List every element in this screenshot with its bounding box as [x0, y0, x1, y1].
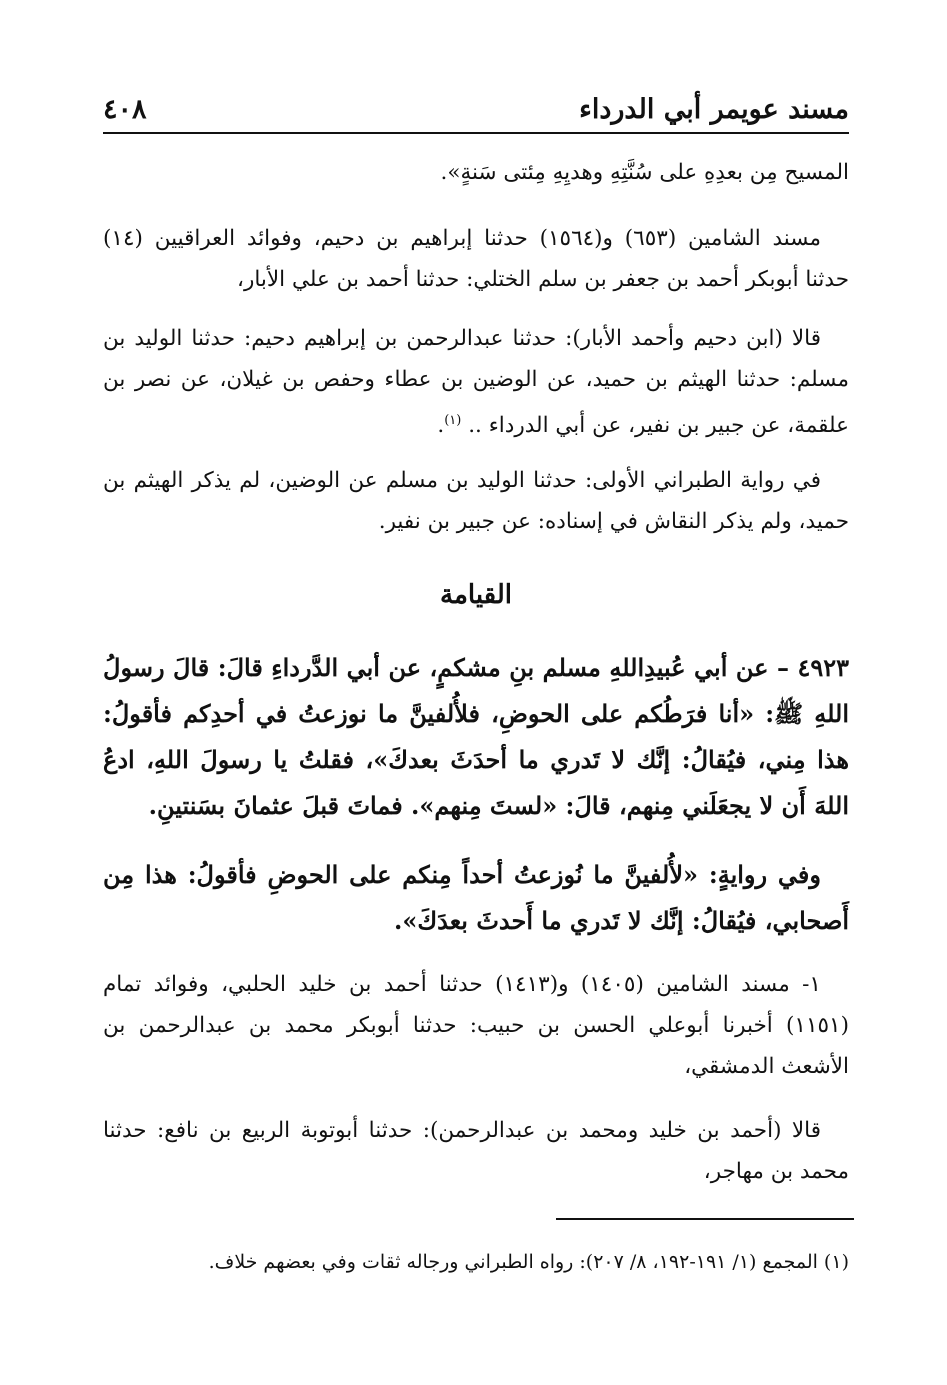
text-paragraph: مسند الشامين (٦٥٣) و(١٥٦٤) حدثنا إبراهيم بن دحيم، وفوائد العراقيين (١٤) حدثنا أبوبكر أحمد بن جعفر بن سلم الختلي: حدثنا أحمد بن علي الأبار،: [103, 226, 849, 292]
source-note: قالا (أحمد بن خليد ومحمد بن عبدالرحمن): حدثنا أبوتوبة الربيع بن نافع: حدثنا محمد بن مهاجر،: [103, 1118, 849, 1184]
hadith-variant: وفي روايةٍ: «لأُلفينَّ ما نُوزعتُ أحداً مِنكم على الحوضِ فأقولُ: هذا مِن أَصحابي، فيُقالُ: إنَّك لا تَدري ما أَحدثَ بعدَكَ».: [103, 860, 849, 935]
paragraph-text: قالا (ابن دحيم وأحمد الأبار): حدثنا عبدالرحمن بن إبراهيم دحيم: حدثنا الوليد بن مسلم: حدثنا الهيثم بن حميد، عن الوضين بن عطاء وحفص بن غيلان، عن نصر بن علقمة، عن جبير بن نفير، عن أبي الدرداء ..: [103, 326, 849, 439]
footnote-divider: [556, 1218, 854, 1220]
footnote-ref: (١): [444, 413, 462, 428]
footnote: (١) المجمع (١/ ١٩١-١٩٢، ٨/ ٢٠٧): رواه الطبراني ورجاله ثقات وفي بعضهم خلاف.: [208, 1251, 849, 1273]
hadith-text: ٤٩٢٣ – عن أبي عُبيدِاللهِ مسلم بنِ مشكمٍ، عن أبي الدَّرداءِ قالَ: قالَ رسولُ اللهِ ﷺ: «أنا فرَطُكم على الحوضِ، فلأُلفينَّ ما نوزعتُ في أحدِكم فأقولُ: هذا مِني، فيُقالُ: إنَّك لا تَدري ما أحدَثَ بعدكَ»، فقلتُ يا رسولَ اللهِ، ادعُ اللهَ أَن لا يجعَلَني مِنهم، قالَ: «لستَ مِنهم». فماتَ قبلَ عثمانَ بسَنتينِ.: [103, 653, 849, 820]
text-paragraph: قالا (ابن دحيم وأحمد الأبار): حدثنا عبدالرحمن بن إبراهيم دحيم: حدثنا الوليد بن مسلم: حدثنا الهيثم بن حميد، عن الوضين بن عطاء وحفص بن غيلان، عن نصر بن علقمة، عن جبير بن نفير، عن أبي الدرداء .. $^{(١)}$.: [103, 326, 849, 439]
text-paragraph: في رواية الطبراني الأولى: حدثنا الوليد بن مسلم عن الوضين، لم يذكر الهيثم بن حميد، ولم يذكر النقاش في إسناده: عن جبير بن نفير.: [103, 468, 849, 534]
header-title: مسند عويمر أبي الدرداء: [579, 94, 849, 125]
source-note: ١- مسند الشامين (١٤٠٥) و(١٤١٣) حدثنا أحمد بن خليد الحلبي، وفوائد تمام (١١٥١) أخبرنا أبوعلي الحسن بن حبيب: حدثنا أبوبكر محمد بن عبدالرحمن بن الأشعث الدمشقي،: [103, 972, 849, 1079]
running-header: [103, 92, 849, 134]
page-number: ٤٠٨: [103, 94, 147, 125]
section-heading: القيامة: [440, 580, 512, 610]
text-paragraph: المسيح مِن بعدِهِ على سُنَّتِهِ وهديِهِ مِئتى سَنةٍ».: [440, 160, 849, 185]
